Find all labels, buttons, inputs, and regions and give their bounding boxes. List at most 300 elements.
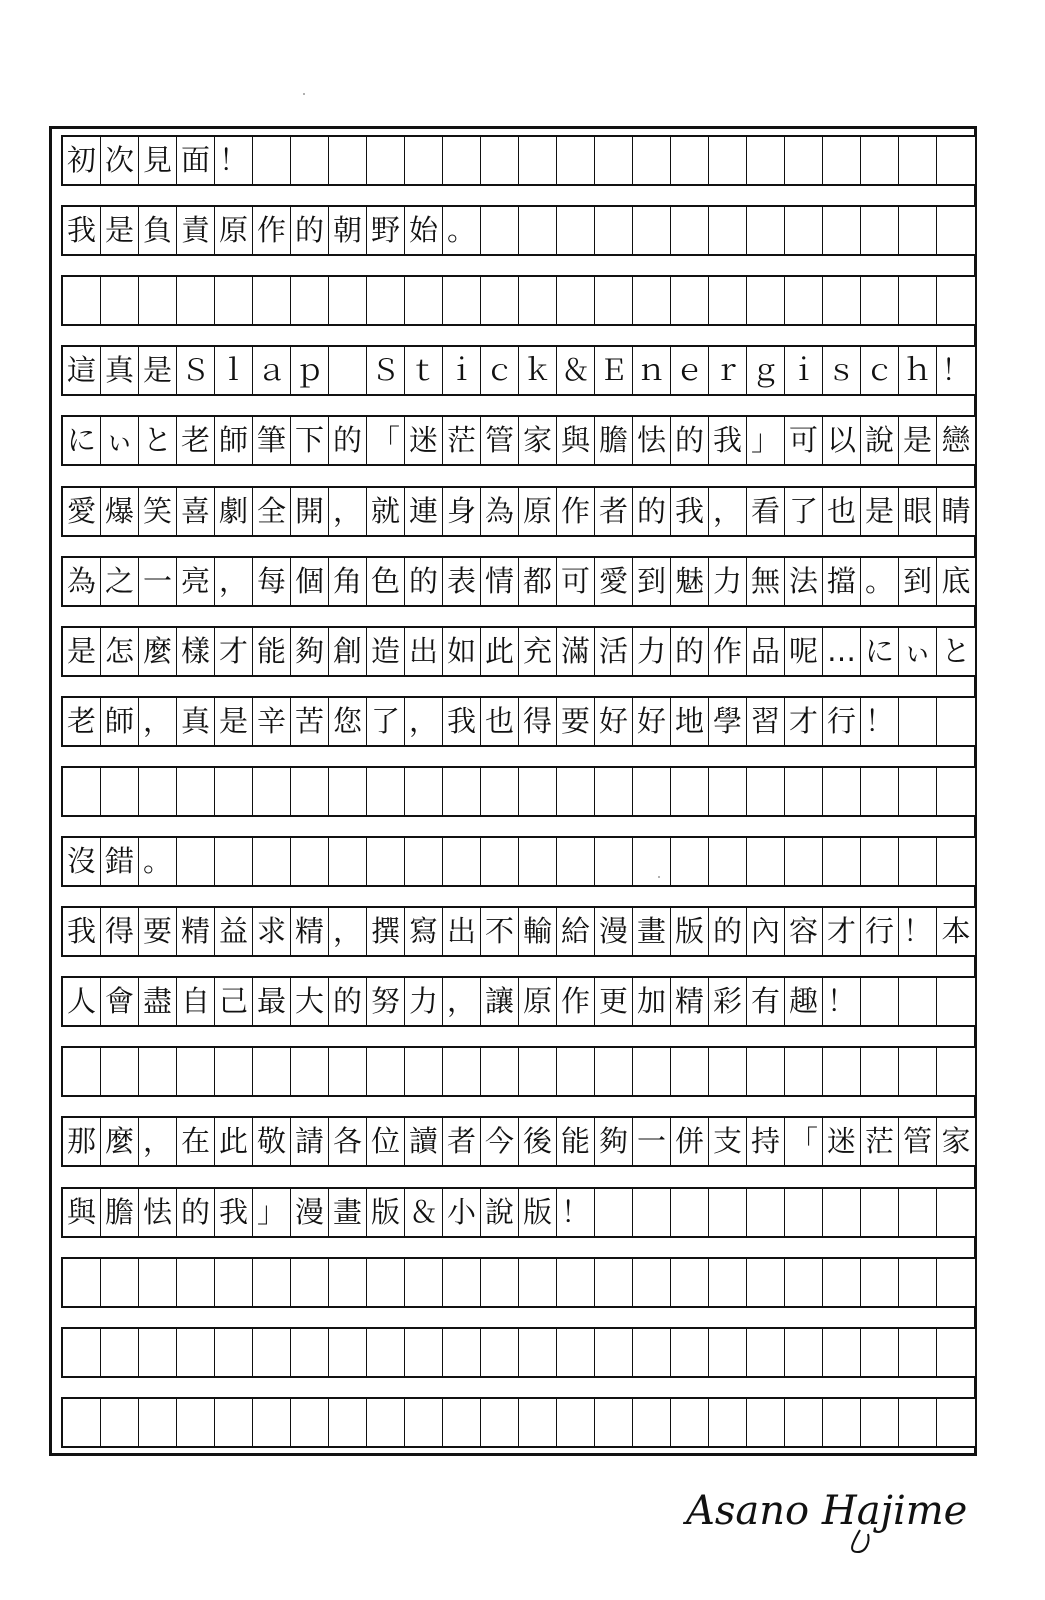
manuscript-cell: 夠 <box>291 628 329 675</box>
manuscript-cell: ｇ <box>747 347 785 394</box>
manuscript-cell <box>367 1399 405 1446</box>
manuscript-cell: 畫 <box>633 908 671 955</box>
manuscript-cell: 畫 <box>329 1189 367 1236</box>
manuscript-cell <box>481 277 519 324</box>
manuscript-cell: 夠 <box>595 1118 633 1165</box>
manuscript-cell: 的 <box>329 978 367 1025</box>
manuscript-cell <box>139 768 177 815</box>
manuscript-cell <box>481 207 519 254</box>
manuscript-cell: 趣 <box>785 978 823 1025</box>
manuscript-cell: 管 <box>481 417 519 464</box>
manuscript-cell: 就 <box>367 488 405 535</box>
manuscript-cell: 習 <box>747 698 785 745</box>
manuscript-cell <box>861 277 899 324</box>
manuscript-cell <box>709 1189 747 1236</box>
manuscript-cell: 麼 <box>101 1118 139 1165</box>
manuscript-cell <box>937 1189 975 1236</box>
manuscript-cell <box>785 1189 823 1236</box>
manuscript-cell: 作 <box>709 628 747 675</box>
manuscript-cell <box>709 137 747 184</box>
manuscript-cell: 責 <box>177 207 215 254</box>
manuscript-cell <box>367 1329 405 1376</box>
manuscript-cell: 是 <box>139 347 177 394</box>
manuscript-cell: 次 <box>101 137 139 184</box>
manuscript-cell <box>557 207 595 254</box>
manuscript-cell: 位 <box>367 1118 405 1165</box>
manuscript-cell <box>747 1399 785 1446</box>
manuscript-cell <box>785 207 823 254</box>
manuscript-cell: 家 <box>519 417 557 464</box>
manuscript-cell: ｉ <box>785 347 823 394</box>
manuscript-cell: 之 <box>101 558 139 605</box>
manuscript-cell: ぃ <box>899 628 937 675</box>
manuscript-cell: 面 <box>177 137 215 184</box>
manuscript-cell: 盡 <box>139 978 177 1025</box>
manuscript-cell <box>557 1329 595 1376</box>
manuscript-cell: 魅 <box>671 558 709 605</box>
manuscript-cell: ， <box>329 908 367 955</box>
manuscript-cell <box>405 1259 443 1306</box>
manuscript-cell <box>443 1259 481 1306</box>
manuscript-cell: ｒ <box>709 347 747 394</box>
manuscript-cell: 看 <box>747 488 785 535</box>
manuscript-cell <box>291 1259 329 1306</box>
manuscript-cell <box>253 838 291 885</box>
manuscript-cell <box>253 1259 291 1306</box>
manuscript-cell <box>633 1189 671 1236</box>
manuscript-cell <box>101 1399 139 1446</box>
manuscript-cell: 身 <box>443 488 481 535</box>
manuscript-cell: 人 <box>63 978 101 1025</box>
manuscript-cell: 劇 <box>215 488 253 535</box>
manuscript-cell: 膽 <box>101 1189 139 1236</box>
manuscript-cell: 精 <box>177 908 215 955</box>
manuscript-cell: 如 <box>443 628 481 675</box>
manuscript-cell <box>63 1399 101 1446</box>
manuscript-cell <box>633 137 671 184</box>
manuscript-cell: 請 <box>291 1118 329 1165</box>
manuscript-cell <box>595 277 633 324</box>
manuscript-cell: 敬 <box>253 1118 291 1165</box>
manuscript-cell: 色 <box>367 558 405 605</box>
manuscript-row <box>61 1116 977 1167</box>
manuscript-cell: 的 <box>291 207 329 254</box>
manuscript-cell: 者 <box>595 488 633 535</box>
manuscript-cell <box>177 838 215 885</box>
manuscript-cell: 無 <box>747 558 785 605</box>
manuscript-cell: 為 <box>481 488 519 535</box>
manuscript-cell <box>443 1399 481 1446</box>
manuscript-cell: 始 <box>405 207 443 254</box>
manuscript-cell: 「 <box>367 417 405 464</box>
manuscript-paper <box>49 126 977 1456</box>
manuscript-cell <box>595 1399 633 1446</box>
manuscript-cell: 要 <box>139 908 177 955</box>
manuscript-row <box>61 135 977 186</box>
manuscript-cell: 才 <box>823 908 861 955</box>
manuscript-cell <box>747 1189 785 1236</box>
manuscript-cell: 連 <box>405 488 443 535</box>
manuscript-row <box>61 486 977 537</box>
manuscript-cell: 師 <box>215 417 253 464</box>
manuscript-cell: 作 <box>253 207 291 254</box>
manuscript-cell: 行 <box>861 908 899 955</box>
manuscript-cell: 版 <box>519 1189 557 1236</box>
manuscript-row <box>61 1257 977 1308</box>
manuscript-cell: 怯 <box>139 1189 177 1236</box>
manuscript-cell <box>937 698 975 745</box>
manuscript-cell: 輸 <box>519 908 557 955</box>
manuscript-cell: 我 <box>443 698 481 745</box>
manuscript-cell: 以 <box>823 417 861 464</box>
manuscript-cell <box>177 277 215 324</box>
manuscript-cell: 努 <box>367 978 405 1025</box>
manuscript-cell <box>785 838 823 885</box>
manuscript-cell: 筆 <box>253 417 291 464</box>
manuscript-cell <box>747 207 785 254</box>
manuscript-cell <box>329 1048 367 1095</box>
manuscript-cell: 迷 <box>405 417 443 464</box>
manuscript-cell: 每 <box>253 558 291 605</box>
manuscript-cell <box>101 768 139 815</box>
manuscript-row <box>61 1327 977 1378</box>
manuscript-cell <box>519 277 557 324</box>
paper-speck <box>303 93 305 95</box>
manuscript-cell <box>595 1329 633 1376</box>
manuscript-cell: 一 <box>633 1118 671 1165</box>
manuscript-cell <box>63 1329 101 1376</box>
manuscript-cell: ， <box>139 1118 177 1165</box>
manuscript-cell: 了 <box>367 698 405 745</box>
manuscript-cell <box>557 277 595 324</box>
manuscript-row <box>61 345 977 396</box>
manuscript-cell: 迷 <box>823 1118 861 1165</box>
manuscript-row <box>61 696 977 747</box>
manuscript-cell: 」 <box>747 417 785 464</box>
manuscript-cell: ， <box>329 488 367 535</box>
manuscript-cell <box>633 1399 671 1446</box>
manuscript-cell <box>899 1048 937 1095</box>
manuscript-cell <box>899 978 937 1025</box>
manuscript-cell: 可 <box>785 417 823 464</box>
manuscript-cell <box>519 1399 557 1446</box>
manuscript-cell: 師 <box>101 698 139 745</box>
manuscript-cell: 漫 <box>291 1189 329 1236</box>
manuscript-cell: ｓ <box>823 347 861 394</box>
manuscript-row <box>61 275 977 326</box>
manuscript-cell: 是 <box>63 628 101 675</box>
manuscript-cell: Ｅ <box>595 347 633 394</box>
manuscript-cell <box>291 1048 329 1095</box>
manuscript-cell: 的 <box>671 417 709 464</box>
manuscript-cell <box>633 277 671 324</box>
manuscript-cell <box>253 277 291 324</box>
manuscript-cell: 為 <box>63 558 101 605</box>
manuscript-cell <box>861 1259 899 1306</box>
manuscript-cell <box>557 1399 595 1446</box>
manuscript-cell: 眼 <box>899 488 937 535</box>
manuscript-cell <box>63 277 101 324</box>
manuscript-cell: 負 <box>139 207 177 254</box>
manuscript-cell <box>823 1399 861 1446</box>
manuscript-cell <box>367 277 405 324</box>
manuscript-cell: 呢 <box>785 628 823 675</box>
manuscript-row <box>61 906 977 957</box>
manuscript-cell <box>63 1259 101 1306</box>
manuscript-cell <box>291 1399 329 1446</box>
manuscript-cell: 原 <box>519 978 557 1025</box>
manuscript-cell: 情 <box>481 558 519 605</box>
manuscript-cell: 見 <box>139 137 177 184</box>
manuscript-cell: 爆 <box>101 488 139 535</box>
manuscript-cell: 老 <box>63 698 101 745</box>
manuscript-cell: 可 <box>557 558 595 605</box>
manuscript-cell: 的 <box>671 628 709 675</box>
manuscript-cell <box>139 1048 177 1095</box>
manuscript-cell: 是 <box>899 417 937 464</box>
manuscript-cell <box>633 1048 671 1095</box>
manuscript-cell: 有 <box>747 978 785 1025</box>
manuscript-cell: ｉ <box>443 347 481 394</box>
manuscript-cell <box>367 768 405 815</box>
manuscript-cell: 我 <box>671 488 709 535</box>
manuscript-cell <box>405 768 443 815</box>
manuscript-cell <box>329 1259 367 1306</box>
manuscript-cell: 。 <box>443 207 481 254</box>
manuscript-cell <box>253 768 291 815</box>
manuscript-cell: 寫 <box>405 908 443 955</box>
manuscript-cell: 說 <box>481 1189 519 1236</box>
manuscript-cell <box>291 838 329 885</box>
manuscript-cell <box>937 277 975 324</box>
manuscript-cell: 漫 <box>595 908 633 955</box>
manuscript-cell <box>557 768 595 815</box>
manuscript-cell: 給 <box>557 908 595 955</box>
manuscript-cell: 喜 <box>177 488 215 535</box>
manuscript-cell: 本 <box>941 914 971 948</box>
manuscript-cell <box>861 838 899 885</box>
manuscript-cell: 讀 <box>405 1118 443 1165</box>
manuscript-cell: 那 <box>63 1118 101 1165</box>
author-signature <box>680 1478 990 1558</box>
manuscript-cell: 好 <box>633 698 671 745</box>
manuscript-cell: ， <box>215 558 253 605</box>
manuscript-cell <box>215 1399 253 1446</box>
manuscript-cell <box>177 768 215 815</box>
manuscript-cell: 戀 <box>941 423 971 457</box>
manuscript-cell <box>937 768 975 815</box>
manuscript-cell: ， <box>139 698 177 745</box>
manuscript-cell <box>671 277 709 324</box>
manuscript-cell: 出 <box>405 628 443 675</box>
manuscript-cell: 力 <box>709 558 747 605</box>
manuscript-cell: 此 <box>481 628 519 675</box>
manuscript-cell <box>405 1048 443 1095</box>
manuscript-cell <box>899 137 937 184</box>
manuscript-cell <box>899 1259 937 1306</box>
manuscript-cell <box>443 768 481 815</box>
manuscript-cell: 能 <box>253 628 291 675</box>
manuscript-cell <box>367 1048 405 1095</box>
manuscript-cell <box>291 277 329 324</box>
manuscript-cell <box>443 137 481 184</box>
manuscript-cell: ｎ <box>633 347 671 394</box>
manuscript-cell: 膽 <box>595 417 633 464</box>
manuscript-cell: 茫 <box>861 1118 899 1165</box>
manuscript-cell <box>861 1399 899 1446</box>
manuscript-cell: 樣 <box>177 628 215 675</box>
manuscript-cell: 自 <box>177 978 215 1025</box>
manuscript-cell: 版 <box>367 1189 405 1236</box>
manuscript-cell <box>861 1189 899 1236</box>
manuscript-cell <box>519 1048 557 1095</box>
manuscript-cell <box>671 1329 709 1376</box>
manuscript-cell: 我 <box>63 207 101 254</box>
manuscript-cell <box>823 768 861 815</box>
manuscript-cell: ， <box>443 978 481 1025</box>
manuscript-cell: に <box>63 417 101 464</box>
manuscript-cell: 讓 <box>481 978 519 1025</box>
manuscript-cell: ＆ <box>405 1189 443 1236</box>
manuscript-cell: 與 <box>557 417 595 464</box>
manuscript-cell <box>139 277 177 324</box>
manuscript-cell <box>671 1259 709 1306</box>
manuscript-cell <box>177 1048 215 1095</box>
manuscript-cell: 您 <box>329 698 367 745</box>
manuscript-cell <box>101 1329 139 1376</box>
manuscript-cell <box>785 277 823 324</box>
manuscript-cell <box>937 1048 975 1095</box>
manuscript-cell <box>595 768 633 815</box>
manuscript-cell <box>405 277 443 324</box>
manuscript-cell <box>557 1048 595 1095</box>
manuscript-cell <box>595 207 633 254</box>
manuscript-cell: 在 <box>177 1118 215 1165</box>
manuscript-cell: 笑 <box>139 488 177 535</box>
manuscript-cell <box>709 838 747 885</box>
manuscript-cell: 不 <box>481 908 519 955</box>
manuscript-cell: 愛 <box>595 558 633 605</box>
manuscript-cell: 好 <box>595 698 633 745</box>
manuscript-row <box>61 1046 977 1097</box>
manuscript-cell: 亮 <box>177 558 215 605</box>
manuscript-cell: 者 <box>443 1118 481 1165</box>
manuscript-cell: 了 <box>785 488 823 535</box>
manuscript-cell <box>595 1189 633 1236</box>
manuscript-cell <box>519 137 557 184</box>
manuscript-cell: 的 <box>405 558 443 605</box>
manuscript-cell: 己 <box>215 978 253 1025</box>
manuscript-cell: 沒 <box>63 838 101 885</box>
manuscript-cell: と <box>941 634 971 668</box>
manuscript-cell <box>785 1048 823 1095</box>
manuscript-cell <box>367 838 405 885</box>
manuscript-cell <box>557 1259 595 1306</box>
manuscript-cell <box>139 1399 177 1446</box>
manuscript-cell <box>481 768 519 815</box>
manuscript-cell: 真 <box>177 698 215 745</box>
manuscript-cell: ぃ <box>101 417 139 464</box>
manuscript-cell <box>329 1329 367 1376</box>
manuscript-cell: 。 <box>139 838 177 885</box>
manuscript-cell: 底 <box>941 564 971 598</box>
manuscript-row <box>61 205 977 256</box>
manuscript-cell <box>405 137 443 184</box>
manuscript-cell: 更 <box>595 978 633 1025</box>
manuscript-cell <box>861 768 899 815</box>
manuscript-cell: ａ <box>253 347 291 394</box>
manuscript-cell: 也 <box>481 698 519 745</box>
manuscript-cell <box>785 1399 823 1446</box>
manuscript-cell: 說 <box>861 417 899 464</box>
manuscript-cell <box>367 137 405 184</box>
manuscript-cell: 我 <box>215 1189 253 1236</box>
manuscript-cell: ！ <box>861 698 899 745</box>
manuscript-cell <box>139 1329 177 1376</box>
manuscript-cell <box>177 1399 215 1446</box>
manuscript-cell <box>747 1329 785 1376</box>
manuscript-cell <box>519 768 557 815</box>
manuscript-cell: 得 <box>519 698 557 745</box>
manuscript-cell <box>329 347 367 394</box>
manuscript-cell: 地 <box>671 698 709 745</box>
manuscript-cell: 管 <box>899 1118 937 1165</box>
manuscript-cell <box>253 1329 291 1376</box>
manuscript-cell: 今 <box>481 1118 519 1165</box>
manuscript-cell <box>443 1048 481 1095</box>
manuscript-cell: 初 <box>63 137 101 184</box>
manuscript-cell <box>63 768 101 815</box>
manuscript-cell <box>709 277 747 324</box>
manuscript-cell: 都 <box>519 558 557 605</box>
manuscript-cell: 怯 <box>633 417 671 464</box>
manuscript-cell <box>671 1189 709 1236</box>
manuscript-cell: 容 <box>785 908 823 955</box>
manuscript-cell <box>861 1329 899 1376</box>
manuscript-cell <box>595 838 633 885</box>
manuscript-cell <box>101 1048 139 1095</box>
manuscript-cell <box>823 137 861 184</box>
manuscript-cell: 到 <box>899 558 937 605</box>
manuscript-cell: 力 <box>633 628 671 675</box>
manuscript-cell: 茫 <box>443 417 481 464</box>
manuscript-cell: ｃ <box>481 347 519 394</box>
manuscript-cell <box>785 137 823 184</box>
manuscript-cell <box>747 1048 785 1095</box>
manuscript-cell: 是 <box>861 488 899 535</box>
manuscript-cell: ！ <box>823 978 861 1025</box>
manuscript-cell <box>215 768 253 815</box>
manuscript-cell: 精 <box>291 908 329 955</box>
manuscript-cell: 的 <box>177 1189 215 1236</box>
manuscript-cell <box>709 1259 747 1306</box>
manuscript-cell: ， <box>709 488 747 535</box>
manuscript-cell: 精 <box>671 978 709 1025</box>
signature-image <box>680 1478 990 1558</box>
manuscript-cell <box>633 838 671 885</box>
manuscript-cell <box>937 838 975 885</box>
manuscript-cell: 「 <box>785 1118 823 1165</box>
manuscript-cell <box>215 1259 253 1306</box>
manuscript-cell: 求 <box>253 908 291 955</box>
manuscript-cell <box>443 838 481 885</box>
manuscript-cell: 作 <box>557 978 595 1025</box>
manuscript-cell <box>329 768 367 815</box>
manuscript-cell <box>899 1329 937 1376</box>
manuscript-cell <box>329 277 367 324</box>
manuscript-cell: 支 <box>709 1118 747 1165</box>
manuscript-cell: 怎 <box>101 628 139 675</box>
